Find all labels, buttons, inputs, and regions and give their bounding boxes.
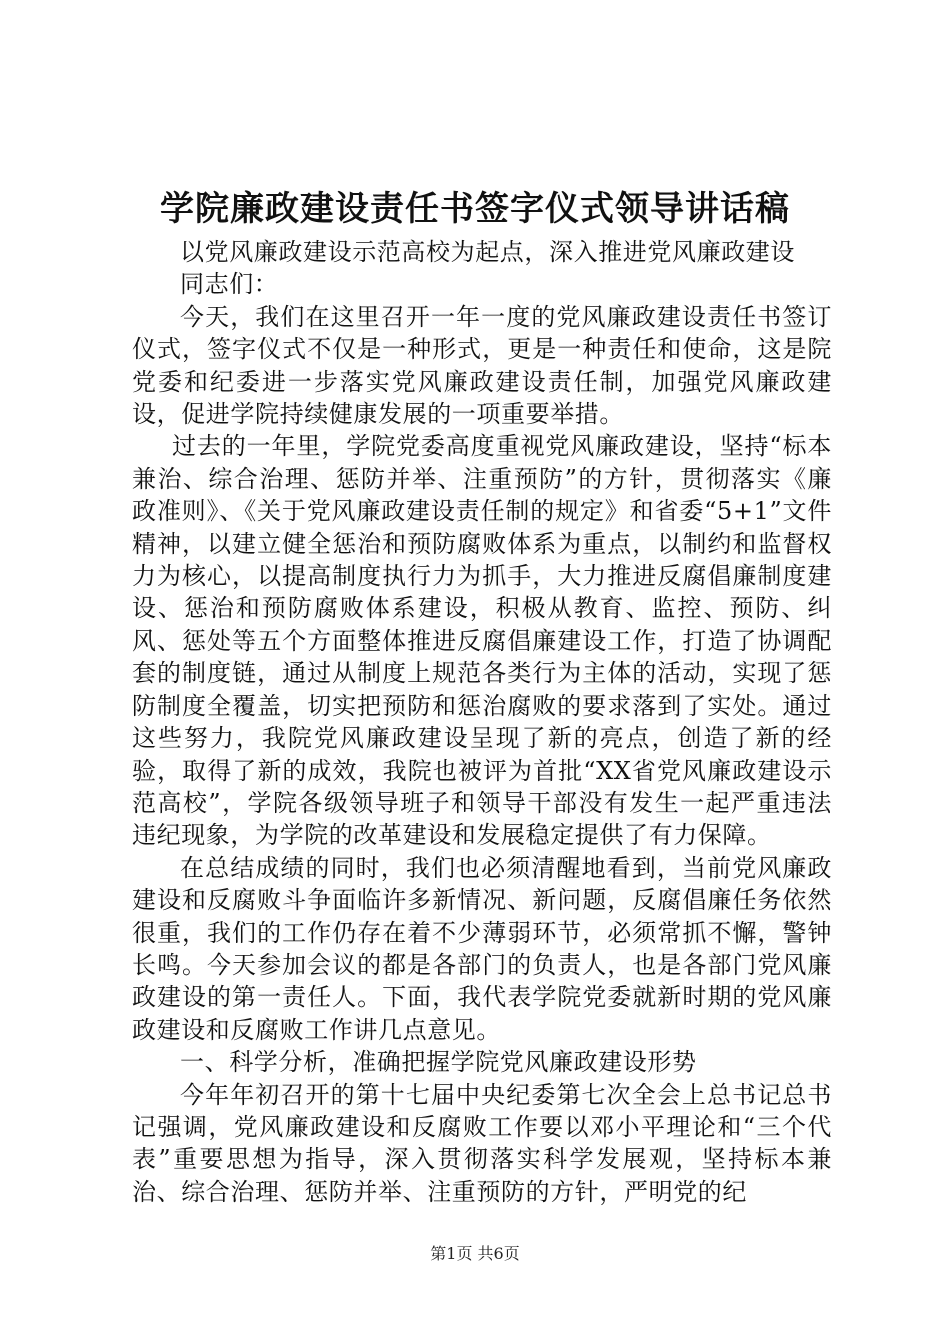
body-paragraph: 今天，我们在这里召开一年一度的党风廉政建设责任书签订仪式，签字仪式不仅是一种形式，更是一种责任和使命，这是院党委和纪委进一步落实党风廉政建设责任制，加强党风廉政建设，促进学院持续健康发展的一项重要举措。 <box>132 302 832 429</box>
subtitle-paragraph: 以党风廉政建设示范高校为起点，深入推进党风廉政建设 <box>180 238 795 266</box>
section-heading: 一、科学分析，准确把握学院党风廉政建设形势 <box>180 1048 697 1077</box>
body-paragraph: 过去的一年里，学院党委高度重视党风廉政建设，坚持“标本兼治、综合治理、惩防并举、注重预防”的方针，贯彻落实《廉政准则》、《关于党风廉政建设责任制的规定》和省委“5+1”文件精神，以建立健全惩治和预防腐败体系为重点，以制约和监督权力为核心，以提高制度执行力为抓手，大力推进反腐倡廉制度建设、惩治和预防腐败体系建设，积极从教育、监控、预防、纠风、惩处等五个方面整体推进反腐倡廉建设工作，打造了协调配套的制度链，通过从制度上规范各类行为主体的活动，实现了惩防制度全覆盖，切实把预防和惩治腐败的要求落到了实处。通过这些努力，我院党风廉政建设呈现了新的亮点，创造了新的经验，取得了新的成效，我院也被评为首批“XX省党风廉政建设示范高校”，学院各级领导班子和领导干部没有发生一起严重违法违纪现象，为学院的改革建设和发展稳定提供了有力保障。 <box>132 432 832 850</box>
document-title: 学院廉政建设责任书签字仪式领导讲话稿 <box>160 189 790 229</box>
document-body <box>132 236 832 1208</box>
body-paragraph: 在总结成绩的同时，我们也必须清醒地看到，当前党风廉政建设和反腐败斗争面临许多新情况、新问题，反腐倡廉任务依然很重，我们的工作仍存在着不少薄弱环节，必须常抓不懈，警钟长鸣。今天参加会议的都是各部门的负责人，也是各部门党风廉政建设的第一责任人。下面，我代表学院党委就新时期的党风廉政建设和反腐败工作讲几点意见。 <box>132 853 832 1044</box>
page-footer: 第1页 共6页 <box>430 1244 520 1263</box>
salutation-paragraph: 同志们： <box>180 270 279 299</box>
body-paragraph: 今年年初召开的第十七届中央纪委第七次全会上总书记总书记强调，党风廉政建设和反腐败工作要以邓小平理论和“三个代表”重要思想为指导，深入贯彻落实科学发展观，坚持标本兼治、综合治理、惩防并举、注重预防的方针，严明党的纪 <box>132 1080 832 1206</box>
